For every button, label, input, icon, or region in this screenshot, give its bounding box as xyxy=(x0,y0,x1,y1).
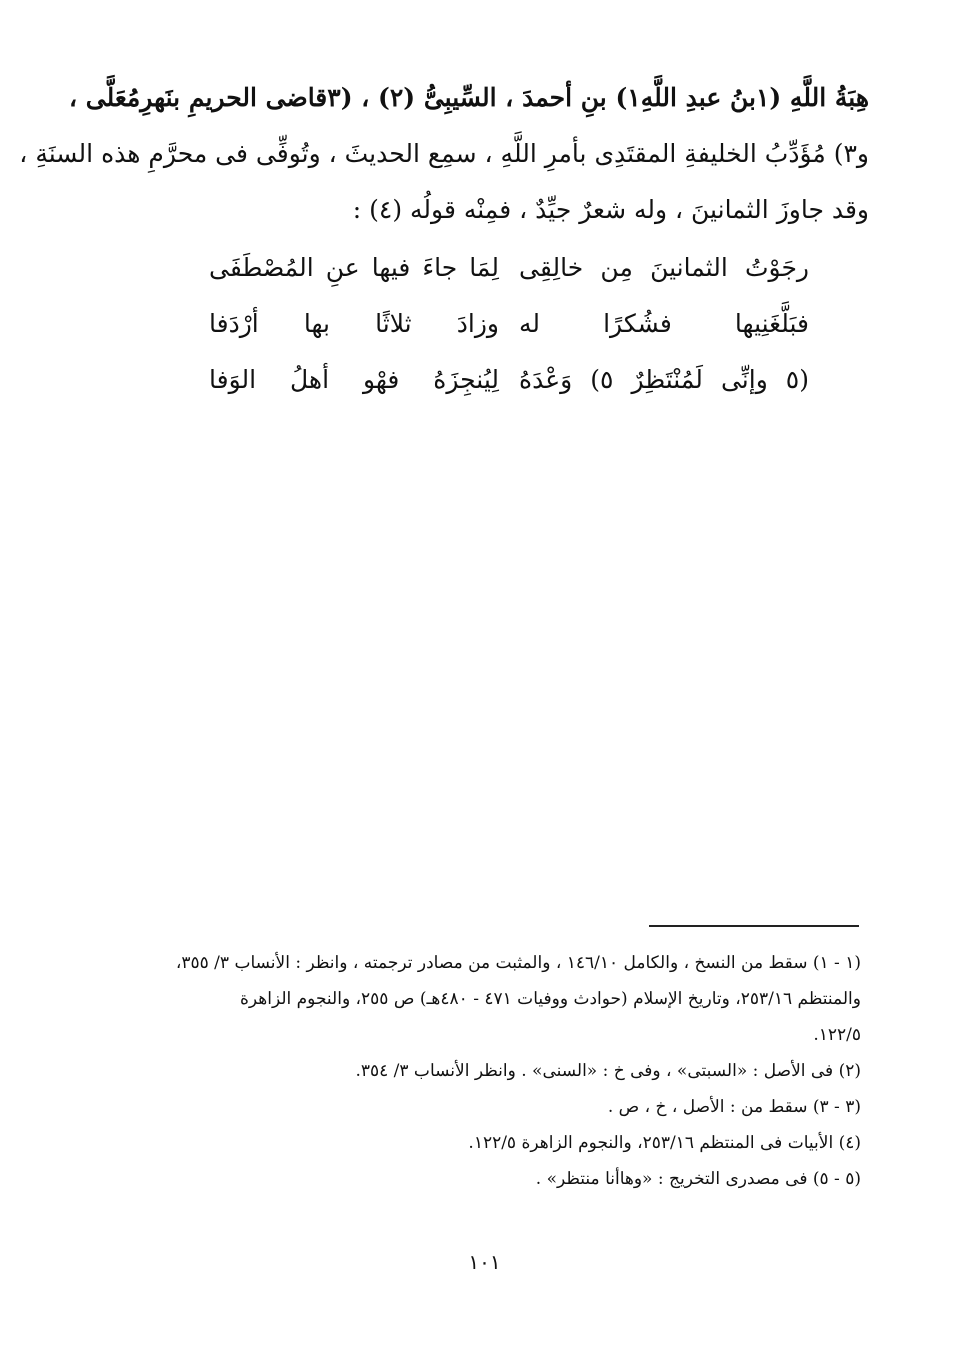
poem-verse xyxy=(209,296,809,352)
footnote-line: (٤) الأبيات فى المنتظم ٢٥٣/١٦، والنجوم الزاهرة ١٢٢/٥. xyxy=(468,1133,861,1153)
verse-second-hemistich: وزادَ ثلاثًا بها أرْدَفا xyxy=(209,309,499,338)
footnote-line: ١٢٢/٥. xyxy=(813,1025,861,1045)
footnote-line: (٣ - ٣) سقط من : الأصل ، خ ، ص . xyxy=(607,1097,861,1117)
footnote xyxy=(141,1161,861,1197)
verse-first-hemistich: (٥ وإنِّى لَمُنْتَظِرٌ ٥) وَعْدَهُ xyxy=(519,365,809,394)
poem-verse xyxy=(209,240,809,296)
footnote-line: والمنتظم ٢٥٣/١٦، وتاريخ الإسلام (حوادث ووفيات ٤٧١ - ٤٨٠هـ) ص ٢٥٥، والنجوم الزاهرة xyxy=(239,989,861,1009)
footnote xyxy=(141,1125,861,1161)
footnote-line: (١ - ١) سقط من النسخ ، والكامل ١٤٦/١٠ ، والمثبت من مصادر ترجمته ، وانظر : الأنساب ٣/ ٣٥٥، xyxy=(175,953,861,973)
verse-first-hemistich: رجَوْتُ الثمانينَ مِن خالِقِى xyxy=(519,253,809,282)
main-text xyxy=(19,70,869,238)
verse-second-hemistich: لِمَا جاءَ فيها عنِ المُصْطَفَى xyxy=(209,253,499,282)
main-text-line: وقد جاوزَ الثمانينَ ، وله شعرٌ جيِّدٌ ، فمِنْه قولُه (٤) : xyxy=(352,195,869,224)
footnote-separator xyxy=(649,925,859,927)
verse-first-hemistich: فبَلَّغَنِيها فشُكرًا له xyxy=(519,309,809,338)
footnote xyxy=(141,1053,861,1089)
footnote-line: (٢) فى الأصل : «السبتى» ، وفى خ : «السنى» . وانظر الأنساب ٣/ ٣٥٤. xyxy=(355,1061,861,1081)
poem-verse xyxy=(209,352,809,408)
footnote-line: (٥ - ٥) فى مصدرى التخريج : «وهاأنا منتظر» . xyxy=(535,1169,861,1189)
main-text-line: و٣) مُؤَدِّبُ الخليفةِ المقتَدِى بأمرِ اللَّهِ ، سمِع الحديثَ ، وتُوفِّى فى محرَّمِ هذه السنَةِ ، xyxy=(19,139,869,168)
verse-second-hemistich: لِيُنجِزَهُ فهْو أهلُ الوَفا xyxy=(209,365,499,394)
main-text-line: هِبَةُ اللَّهِ (١بنُ عبدِ اللَّهِ١) بنِ أحمدَ ، السِّيبِىُّ (٢) ، (٣قاضى الحريمِ بنَهرِمُعَلَّى ، xyxy=(68,83,869,112)
poem xyxy=(209,240,809,408)
footnote xyxy=(141,1089,861,1125)
footnotes xyxy=(141,945,861,1197)
page-number: ١٠١ xyxy=(468,1250,501,1274)
footnote xyxy=(141,945,861,1053)
